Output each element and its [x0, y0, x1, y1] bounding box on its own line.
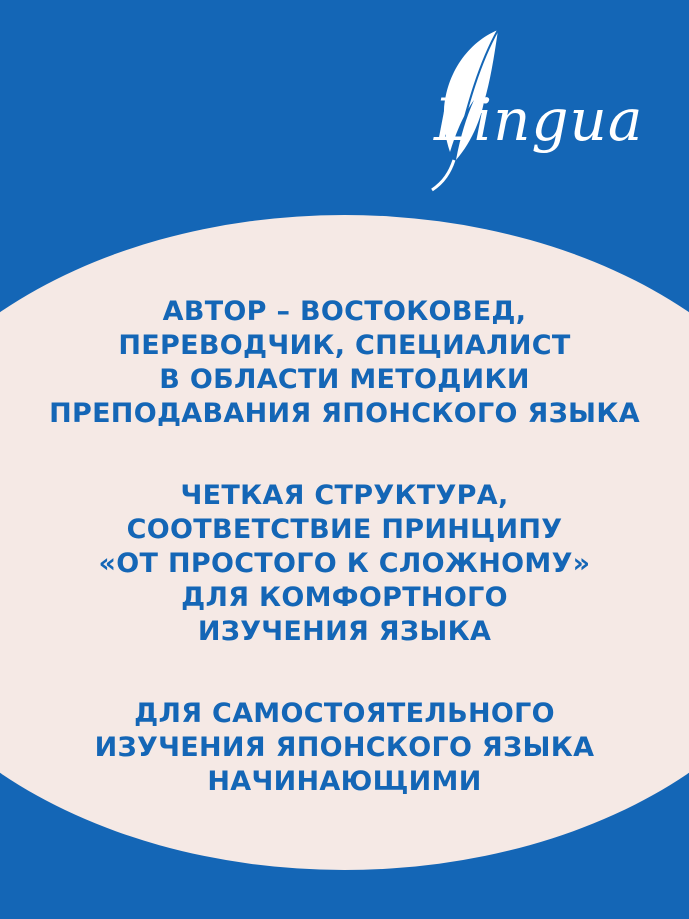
logo-wordmark: Lingua: [434, 86, 644, 154]
feature-line: В ОБЛАСТИ МЕТОДИКИ: [159, 364, 530, 395]
feature-block-author: [0, 295, 689, 431]
feature-line: ИЗУЧЕНИЯ ЯПОНСКОГО ЯЗЫКА: [94, 732, 595, 763]
lingua-logo: [410, 22, 670, 207]
feature-line: ДЛЯ КОМФОРТНОГО: [181, 582, 508, 613]
feature-block-audience: [0, 697, 689, 799]
feature-line: «ОТ ПРОСТОГО К СЛОЖНОМУ»: [98, 548, 591, 579]
feature-line: ЧЕТКАЯ СТРУКТУРА,: [180, 480, 509, 511]
feature-line: АВТОР – ВОСТОКОВЕД,: [162, 296, 527, 327]
feature-line: НАЧИНАЮЩИМИ: [207, 766, 482, 797]
feature-blocks: [0, 295, 689, 847]
feature-block-structure: [0, 479, 689, 649]
feature-line: СООТВЕТСТВИЕ ПРИНЦИПУ: [126, 514, 563, 545]
feature-line: ДЛЯ САМОСТОЯТЕЛЬНОГО: [134, 698, 555, 729]
feature-line: ПРЕПОДАВАНИЯ ЯПОНСКОГО ЯЗЫКА: [49, 398, 640, 429]
feature-line: ПЕРЕВОДЧИК, СПЕЦИАЛИСТ: [118, 330, 571, 361]
feature-line: ИЗУЧЕНИЯ ЯЗЫКА: [197, 616, 492, 647]
